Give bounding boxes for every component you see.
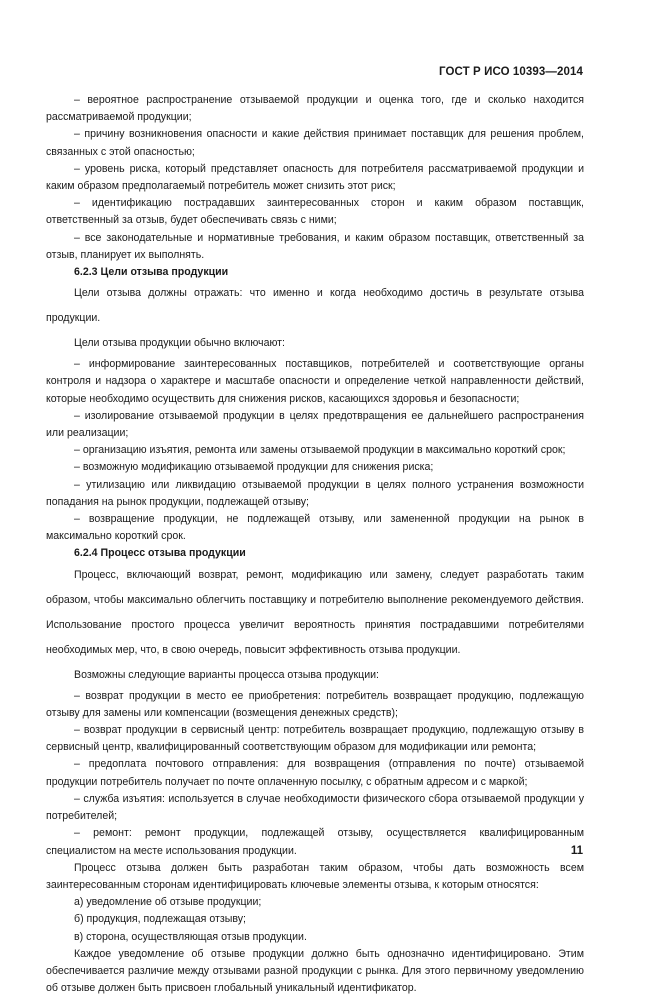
page-number: 11 xyxy=(570,845,583,857)
section-heading-6-2-4: 6.2.4 Процесс отзыва продукции xyxy=(74,547,246,560)
bullet-paragraph: – возврат продукции в сервисный центр: потребитель возвращает продукцию, подлежащую отзыву в сервисный центр, квалифицированный соответствующим образом для модификации или ремонта; xyxy=(46,724,584,754)
section-heading-6-2-3: 6.2.3 Цели отзыва продукции xyxy=(74,266,229,279)
bullet-paragraph: – уровень риска, который представляет опасность для потребителя рассматриваемой продукции и каким образом предполагаемый потребитель может снизить этот риск; xyxy=(46,162,584,193)
bullet-paragraph: – служба изъятия: используется в случае необходимости физического сбора отзываемой продукции у потребителей; xyxy=(46,792,584,823)
bullet-paragraph: – идентификацию пострадавших заинтересованных сторон и каким образом поставщик, ответственный за отзыв, будет обеспечивать связь с ними; xyxy=(46,197,584,227)
bullet-paragraph: – информирование заинтересованных поставщиков, потребителей и соответствующие органы контроля и надзора о характере и масштабе опасности и определение четкой направленности действий, которые необходимо осуществить для снижения рисков, касающихся здоровья и безопасности; xyxy=(46,358,584,405)
bullet-paragraph: – изолирование отзываемой продукции в целях предотвращения ее дальнейшего распространения или реализации; xyxy=(46,409,584,440)
bullet-paragraph: – ремонт: ремонт продукции, подлежащей отзыву, осуществляется квалифицированным специалистом на месте использования продукции. xyxy=(46,827,584,857)
list-item: а) уведомление об отзыве продукции; xyxy=(74,896,262,909)
page-body xyxy=(46,92,584,997)
bullet-paragraph: – возможную модификацию отзываемой продукции для снижения риска; xyxy=(74,461,434,474)
bullet-paragraph: – вероятное распространение отзываемой продукции и оценка того, где и сколько находится рассматриваемой продукции; xyxy=(46,94,584,124)
bullet-paragraph: – утилизацию или ликвидацию отзываемой продукции в целях полного устранения возможности попадания на рынок продукции, подлежащей отзыву; xyxy=(46,478,584,508)
body-paragraph: Процесс, включающий возврат, ремонт, модификацию или замену, следует разработать таким образом, чтобы максимально облегчить поставщику и потребителю выполнение рекомендуемого действия. Использование простого процесса увеличит вероятность принятия пострадавшими потребителями необходимых мер, что, в свою очередь, повысит эффективность отзыва продукции. xyxy=(46,568,584,656)
bullet-paragraph: – причину возникновения опасности и какие действия принимает поставщик для решения проблем, связанных с этой опасностью; xyxy=(46,128,584,158)
bullet-paragraph: – предоплата почтового отправления: для возвращения (отправления по почте) отзываемой продукции потребитель получает по почте оплаченную посылку, с обратным адресом и с маркой; xyxy=(46,758,584,788)
bullet-paragraph: – все законодательные и нормативные требования, и каким образом поставщик, ответственный за отзыв, планирует их выполнять. xyxy=(46,231,584,261)
body-paragraph: Каждое уведомление об отзыве продукции должно быть однозначно идентифицировано. Этим обеспечивается различие между отзывами разной продукции с рынка. Для этого первичному уведомлению об отзыве должен быть присвоен глобальный уникальный идентификатор. xyxy=(46,947,584,995)
bullet-paragraph: – возвращение продукции, не подлежащей отзыву, или замененной продукции на рынок в максимально короткий срок. xyxy=(46,513,584,543)
body-paragraph: Цели отзыва должны отражать: что именно и когда необходимо достичь в результате отзыва продукции. xyxy=(46,287,584,325)
body-paragraph: Процесс отзыва должен быть разработан таким образом, чтобы дать возможность всем заинтересованным сторонам идентифицировать ключевые элементы отзыва, к которым относятся: xyxy=(46,861,584,891)
list-item: б) продукция, подлежащая отзыву; xyxy=(74,913,246,926)
list-item: в) сторона, осуществляющая отзыв продукции. xyxy=(74,930,307,943)
body-paragraph: Возможны следующие варианты процесса отзыва продукции: xyxy=(74,668,379,681)
bullet-paragraph: – возврат продукции в место ее приобретения: потребитель возвращает продукцию, подлежащую отзыву для замены или компенсации (возмещения денежных средств); xyxy=(46,689,584,719)
bullet-paragraph: – организацию изъятия, ремонта или замены отзываемой продукции в максимально короткий срок; xyxy=(74,444,566,457)
document-code-header: ГОСТ Р ИСО 10393—2014 xyxy=(438,66,583,78)
body-paragraph: Цели отзыва продукции обычно включают: xyxy=(74,337,285,350)
